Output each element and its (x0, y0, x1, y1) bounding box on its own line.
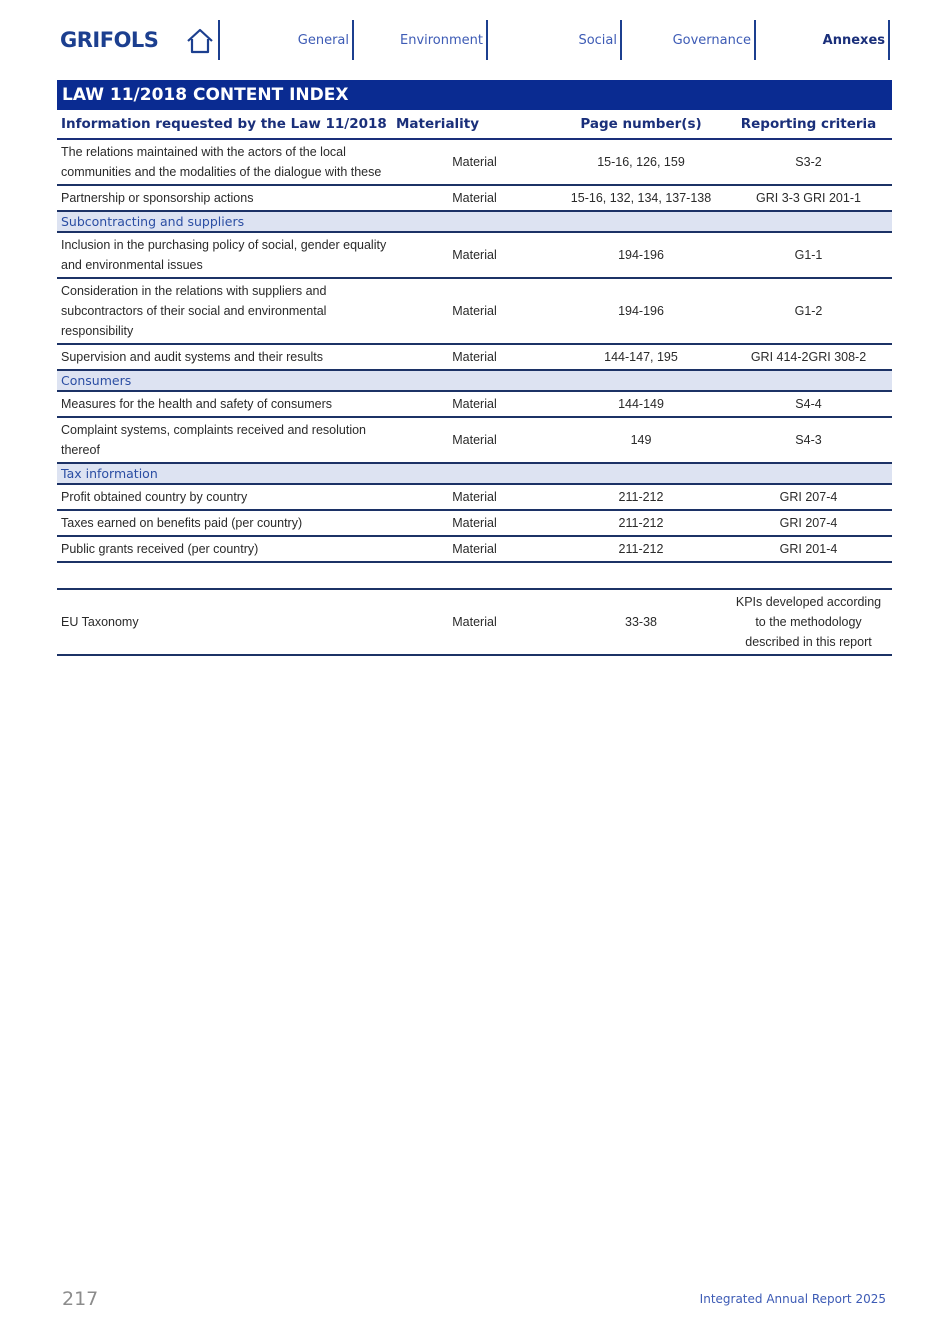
cell-information: Partnership or sponsorship actions (57, 185, 392, 211)
cell-materiality: Material (392, 589, 557, 655)
cell-materiality: Material (392, 344, 557, 370)
cell-page-numbers: 211-212 (557, 536, 725, 562)
column-header-pages: Page number(s) (557, 110, 725, 139)
cell-page-numbers: 15-16, 132, 134, 137-138 (557, 185, 725, 211)
nav-tab-annexes[interactable]: Annexes (822, 33, 885, 48)
cell-page-numbers: 144-147, 195 (557, 344, 725, 370)
column-header-materiality: Materiality (392, 110, 557, 139)
cell-reporting-criteria: GRI 201-4 (725, 536, 892, 562)
cell-page-numbers: 194-196 (557, 232, 725, 278)
section-row (57, 211, 892, 232)
cell-reporting-criteria: S4-3 (725, 417, 892, 463)
cell-information: Public grants received (per country) (57, 536, 392, 562)
cell-materiality: Material (392, 185, 557, 211)
cell-information: Supervision and audit systems and their results (57, 344, 392, 370)
table-row (57, 391, 892, 417)
cell-reporting-criteria: G1-1 (725, 232, 892, 278)
cell-materiality: Material (392, 391, 557, 417)
home-icon[interactable] (185, 27, 215, 55)
table-title: LAW 11/2018 CONTENT INDEX (57, 80, 892, 110)
cell-materiality: Material (392, 536, 557, 562)
table-row (57, 344, 892, 370)
table-row (57, 185, 892, 211)
section-row (57, 370, 892, 391)
cell-reporting-criteria: GRI 207-4 (725, 510, 892, 536)
cell-reporting-criteria: GRI 3-3 GRI 201-1 (725, 185, 892, 211)
cell-information: Inclusion in the purchasing policy of social, gender equality and environmental issues (57, 232, 392, 278)
cell-reporting-criteria: S4-4 (725, 391, 892, 417)
cell-page-numbers: 211-212 (557, 484, 725, 510)
cell-materiality: Material (392, 510, 557, 536)
cell-page-numbers: 149 (557, 417, 725, 463)
table-row (57, 484, 892, 510)
cell-materiality: Material (392, 278, 557, 344)
section-label: Subcontracting and suppliers (57, 211, 892, 232)
nav-tab-social[interactable]: Social (578, 33, 617, 48)
cell-information: Consideration in the relations with suppliers and subcontractors of their social and environmental responsibility (57, 278, 392, 344)
nav-divider (218, 20, 220, 60)
nav-tab-general[interactable]: General (297, 33, 349, 48)
page-number: 217 (62, 1288, 99, 1310)
section-label: Tax information (57, 463, 892, 484)
cell-reporting-criteria: GRI 207-4 (725, 484, 892, 510)
table-header-row (57, 110, 892, 139)
table-row (57, 232, 892, 278)
cell-information: Measures for the health and safety of consumers (57, 391, 392, 417)
table-row (57, 536, 892, 562)
cell-reporting-criteria: GRI 414-2GRI 308-2 (725, 344, 892, 370)
cell-reporting-criteria: KPIs developed according to the methodology described in this report (725, 589, 892, 655)
cell-information: EU Taxonomy (57, 589, 392, 655)
table-row (57, 139, 892, 185)
section-row (57, 463, 892, 484)
cell-page-numbers: 33-38 (557, 589, 725, 655)
cell-materiality: Material (392, 232, 557, 278)
cell-information: Profit obtained country by country (57, 484, 392, 510)
content-index-table (57, 110, 892, 656)
cell-information: Complaint systems, complaints received and resolution thereof (57, 417, 392, 463)
table-row (57, 510, 892, 536)
section-label: Consumers (57, 370, 892, 391)
report-title: Integrated Annual Report 2025 (699, 1292, 886, 1306)
cell-information: The relations maintained with the actors of the local communities and the modalities of the dialogue with these (57, 139, 392, 185)
nav-tab-environment[interactable]: Environment (399, 33, 483, 48)
nav-divider (486, 20, 488, 60)
table-row (57, 589, 892, 655)
table-row (57, 417, 892, 463)
cell-page-numbers: 15-16, 126, 159 (557, 139, 725, 185)
nav-tab-governance[interactable]: Governance (672, 33, 751, 48)
nav-divider (620, 20, 622, 60)
cell-page-numbers: 194-196 (557, 278, 725, 344)
nav-divider (754, 20, 756, 60)
cell-information: Taxes earned on benefits paid (per country) (57, 510, 392, 536)
column-header-criteria: Reporting criteria (725, 110, 892, 139)
column-header-information: Information requested by the Law 11/2018 (57, 110, 392, 139)
table-row (57, 278, 892, 344)
cell-page-numbers: 144-149 (557, 391, 725, 417)
nav-divider (888, 20, 890, 60)
cell-materiality: Material (392, 484, 557, 510)
cell-reporting-criteria: S3-2 (725, 139, 892, 185)
spacer-row (57, 562, 892, 589)
nav-divider (352, 20, 354, 60)
grifols-logo[interactable]: GRIFOLS (60, 28, 159, 52)
cell-reporting-criteria: G1-2 (725, 278, 892, 344)
cell-page-numbers: 211-212 (557, 510, 725, 536)
cell-materiality: Material (392, 139, 557, 185)
cell-materiality: Material (392, 417, 557, 463)
spacer-cell (57, 562, 892, 589)
